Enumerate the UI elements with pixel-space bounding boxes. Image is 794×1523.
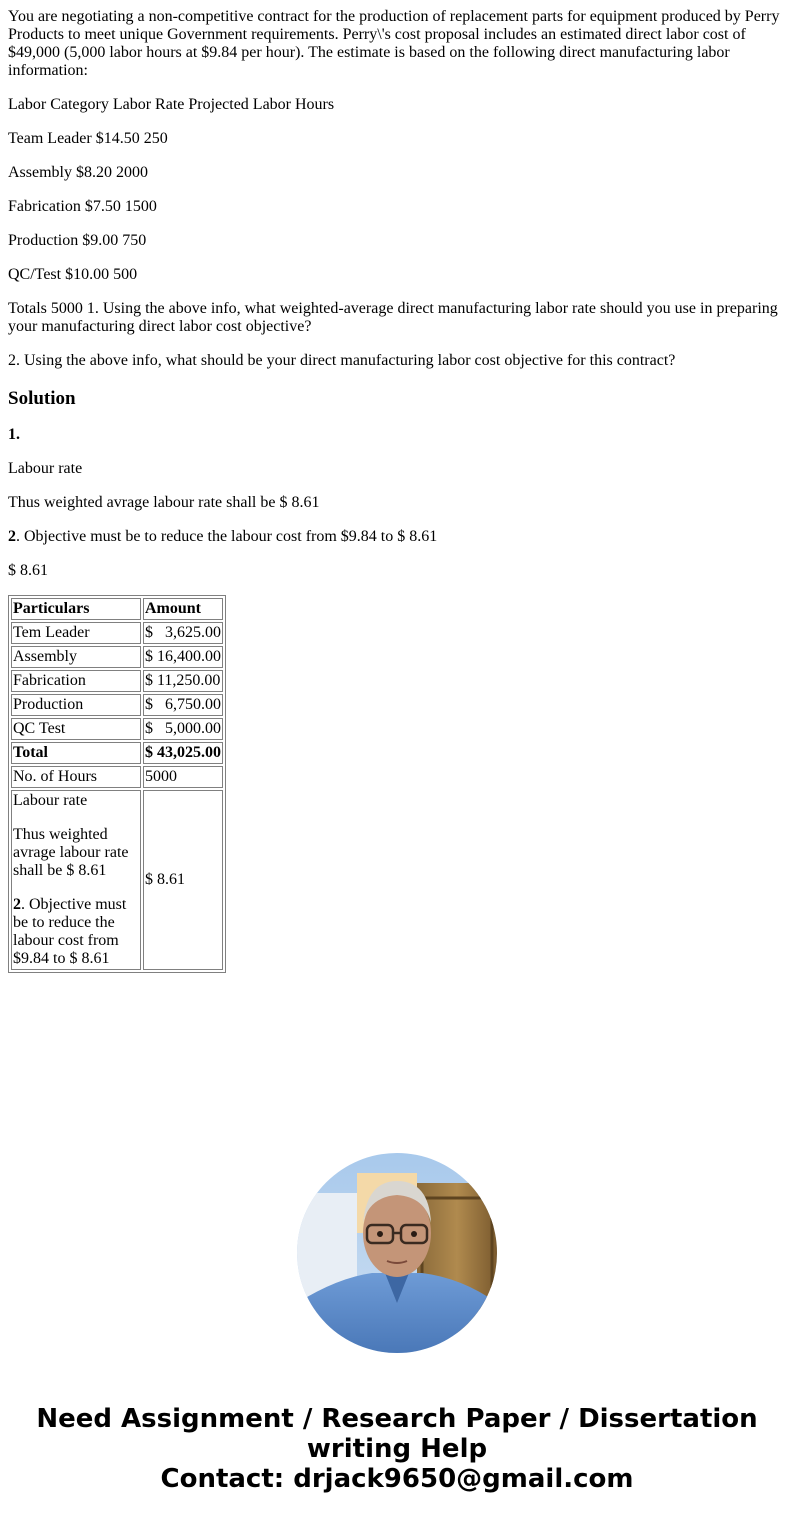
solution-heading: Solution bbox=[8, 388, 76, 409]
weighted-rate-text: Thus weighted avrage labour rate shall be $ 8.61 bbox=[8, 494, 320, 511]
step-1-label: 1. bbox=[8, 426, 20, 443]
cost-table bbox=[8, 595, 226, 973]
step-2-number: 2 bbox=[8, 528, 16, 545]
hours-label: No. of Hours bbox=[11, 766, 141, 788]
rate-row bbox=[11, 790, 223, 970]
rate-cell-weighted: Thus weighted avrage labour rate shall be $ 8.61 bbox=[13, 826, 129, 879]
row-amount: $ 6,750.00 bbox=[143, 694, 223, 716]
promo-contact: Contact: drjack9650@gmail.com bbox=[160, 1464, 634, 1494]
table-row bbox=[11, 694, 223, 716]
rate-cell-objective bbox=[13, 896, 139, 968]
header-amount-label: Amount bbox=[145, 600, 202, 617]
labour-rate-label: Labour rate bbox=[8, 460, 83, 477]
hours-value: 5000 bbox=[143, 766, 223, 788]
header-particulars-label: Particulars bbox=[13, 600, 90, 617]
total-label bbox=[11, 742, 141, 764]
total-amount-text: $ 43,025.00 bbox=[145, 744, 221, 761]
rate-cell-label: Labour rate bbox=[13, 792, 88, 809]
header-amount bbox=[143, 598, 223, 620]
solution-step-2 bbox=[8, 528, 786, 546]
rate-cell-objective-num: 2 bbox=[13, 896, 21, 913]
rate-value: $ 8.61 bbox=[8, 562, 48, 579]
step-2-text: . Objective must be to reduce the labour cost from $9.84 to $ 8.61 bbox=[16, 528, 438, 545]
rate-cell-objective-text: . Objective must be to reduce the labour cost from $9.84 to $ 8.61 bbox=[13, 896, 127, 967]
total-label-text: Total bbox=[13, 744, 48, 761]
table-row bbox=[11, 646, 223, 668]
row-particular: Production bbox=[11, 694, 141, 716]
promo-footer bbox=[0, 1404, 794, 1494]
question-intro: You are negotiating a non-competitive contract for the production of replacement parts for equipment produced by Perry Products to meet unique Government requirements. Perry\'s cost proposal includes an estimated direct labor cost of $49,000 (5,000 labor hours at $9.84 per hour). The estimate is based on the following direct manufacturing labor information: bbox=[8, 8, 780, 79]
solution-step-1 bbox=[8, 426, 786, 444]
promo-line-1: Need Assignment / Research Paper / Dissertation bbox=[36, 1404, 758, 1434]
labor-table-header: Labor Category Labor Rate Projected Labor Hours bbox=[8, 96, 335, 113]
table-row bbox=[11, 670, 223, 692]
row-particular: Tem Leader bbox=[11, 622, 141, 644]
labor-line-assembly: Assembly $8.20 2000 bbox=[8, 164, 148, 181]
question-2: 2. Using the above info, what should be your direct manufacturing labor cost objective for this contract? bbox=[8, 352, 676, 369]
row-particular: QC Test bbox=[11, 718, 141, 740]
row-amount: $ 3,625.00 bbox=[143, 622, 223, 644]
row-amount: $ 16,400.00 bbox=[143, 646, 223, 668]
table-row bbox=[11, 718, 223, 740]
labor-line-qc-test: QC/Test $10.00 500 bbox=[8, 266, 138, 283]
labor-line-team-leader: Team Leader $14.50 250 bbox=[8, 130, 168, 147]
header-particulars bbox=[11, 598, 141, 620]
labor-line-production: Production $9.00 750 bbox=[8, 232, 147, 249]
author-avatar bbox=[297, 1153, 497, 1353]
author-photo bbox=[297, 1153, 497, 1353]
labor-line-fabrication: Fabrication $7.50 1500 bbox=[8, 198, 157, 215]
question-1: Totals 5000 1. Using the above info, what weighted-average direct manufacturing labor rate should you use in preparing your manufacturing direct labor cost objective? bbox=[8, 300, 778, 335]
row-amount: $ 11,250.00 bbox=[143, 670, 223, 692]
total-amount bbox=[143, 742, 223, 764]
rate-explanation-cell bbox=[11, 790, 141, 970]
total-row bbox=[11, 742, 223, 764]
table-row bbox=[11, 622, 223, 644]
row-particular: Fabrication bbox=[11, 670, 141, 692]
row-particular: Assembly bbox=[11, 646, 141, 668]
row-amount: $ 5,000.00 bbox=[143, 718, 223, 740]
rate-cell-value: $ 8.61 bbox=[143, 790, 223, 970]
table-header-row bbox=[11, 598, 223, 620]
promo-line-2: writing Help bbox=[306, 1434, 488, 1464]
hours-row bbox=[11, 766, 223, 788]
